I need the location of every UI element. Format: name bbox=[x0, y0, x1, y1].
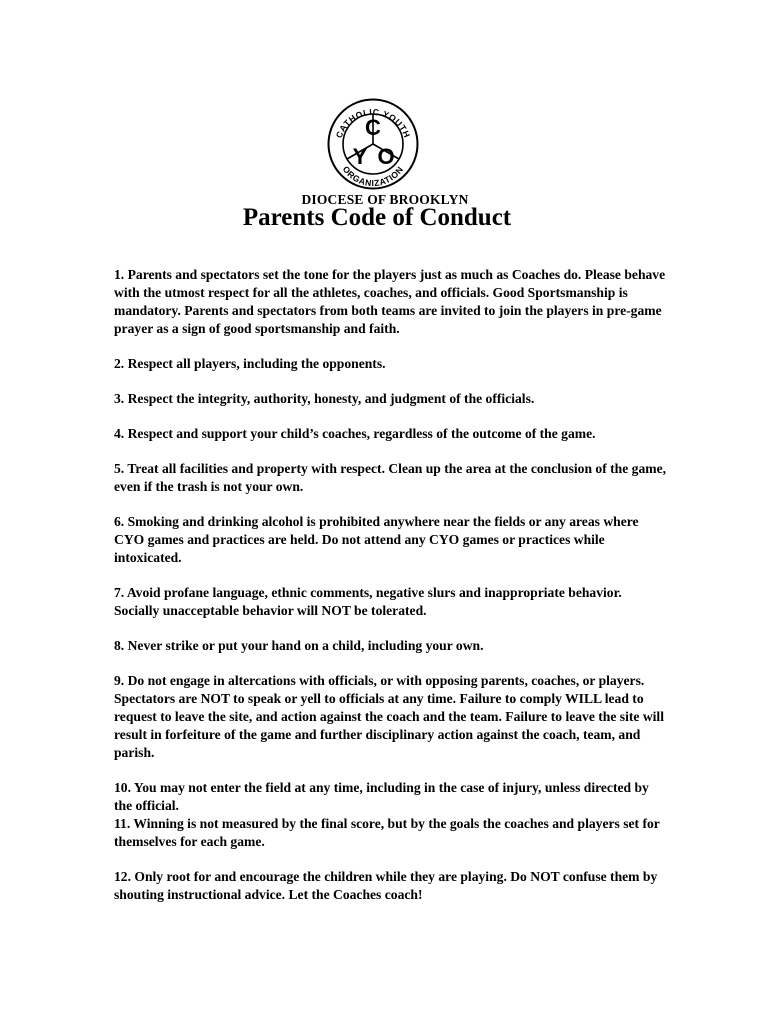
rule-item: 9. Do not engage in altercations with officials, or with opposing parents, coaches, or players. Spectators are NOT to speak or yell to officials at any time. Failure to comply WILL lead to request to leave the site, and action against the coach and the team. Failure to leave the site will result in forfeiture of the game and further disciplinary action against the coach, team, and parish. bbox=[114, 673, 664, 760]
rule-item: 3. Respect the integrity, authority, honesty, and judgment of the officials. bbox=[114, 391, 535, 406]
rule-item: 1. Parents and spectators set the tone for the players just as much as Coaches do. Please behave with the utmost respect for all the athletes, coaches, and officials. Good Sportsmanship is mandatory. Parents and spectators from both teams are invited to join the players in pre-game prayer as a sign of good sportsmanship and faith. bbox=[114, 267, 666, 336]
logo-letter-o: O bbox=[377, 144, 395, 169]
logo-letter-y: Y bbox=[352, 144, 368, 169]
rule-item: 5. Treat all facilities and property with respect. Clean up the area at the conclusion of the game, even if the trash is not your own. bbox=[114, 461, 667, 494]
cyo-logo bbox=[327, 98, 419, 190]
rules-list bbox=[114, 266, 669, 921]
rule-item: 7. Avoid profane language, ethnic comments, negative slurs and inappropriate behavior. Socially unacceptable behavior will NOT be tolerated. bbox=[114, 585, 622, 618]
page-title: Parents Code of Conduct bbox=[242, 204, 512, 231]
rule-item: 8. Never strike or put your hand on a child, including your own. bbox=[114, 638, 484, 653]
rule-item: 12. Only root for and encourage the children while they are playing. Do NOT confuse them by shouting instructional advice. Let the Coaches coach! bbox=[114, 869, 658, 902]
rule-item: 2. Respect all players, including the opponents. bbox=[114, 356, 386, 371]
rule-item: 6. Smoking and drinking alcohol is prohibited anywhere near the fields or any areas where CYO games and practices are held. Do not attend any CYO games or practices while intoxicated. bbox=[114, 514, 639, 565]
logo-arc-top-text: CATHOLIC YOUTH bbox=[333, 106, 413, 140]
diocese-heading: DIOCESE OF BROOKLYN bbox=[301, 192, 469, 207]
rule-item: 11. Winning is not measured by the final score, but by the goals the coaches and players set for themselves for each game. bbox=[114, 816, 660, 849]
logo-arc-bottom-text: ORGANIZATION bbox=[340, 164, 406, 189]
rule-item: 4. Respect and support your child’s coaches, regardless of the outcome of the game. bbox=[114, 426, 596, 441]
logo-letter-c: C bbox=[365, 115, 381, 140]
rule-item: 10. You may not enter the field at any time, including in the case of injury, unless directed by the official. bbox=[114, 780, 649, 813]
